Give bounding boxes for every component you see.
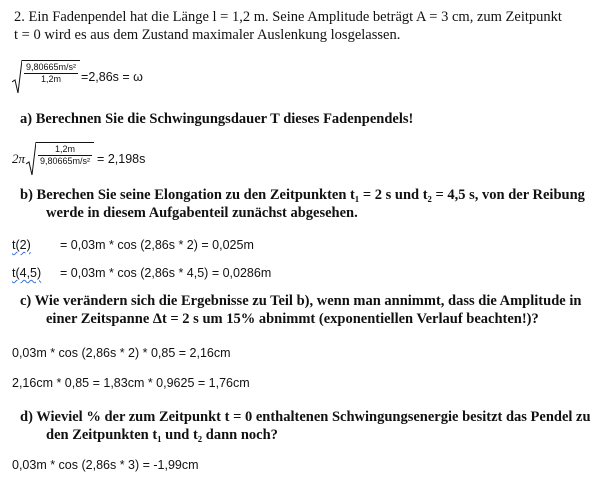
omega-denominator: 1,2m [41,74,62,84]
omega-numerator: 9,80665m/s² [26,62,77,72]
task-line-1: 2. Ein Fadenpendel hat die Länge l = 1,2 m. Seine Amplitude beträgt A = 3 cm, zum Zeitpunkt [14,9,562,25]
sqrt-symbol [12,60,80,94]
period-numerator: 1,2m [55,144,76,154]
question-d-line-2: den Zeitpunkten t₁ und t₂ dann noch? [46,427,278,443]
question-a: a) Berechnen Sie die Schwingungsdauer T dieses Fadenpendels! [20,111,414,127]
question-c-line-2: einer Zeitspanne Δt = 2 s um 15% abnimmt (exponentiellen Verlauf beachten!)? [46,311,539,327]
b-row-2-value: = 0,03m * cos (2,86s * 4,5) = 0,0286m [60,266,272,280]
c-answer-2: 2,16cm * 0,85 = 1,83cm * 0,9625 = 1,76cm [12,376,250,390]
omega-formula [12,60,143,94]
two-pi: 2π [12,151,26,166]
period-denominator: 9,80665m/s² [40,156,91,166]
question-d-line-1: d) Wieviel % der zum Zeitpunkt t = 0 enthaltenen Schwingungsenergie besitzt das Pendel zu [20,409,591,425]
b-row-1-label: t(2) [12,238,31,252]
c-answer-1: 0,03m * cos (2,86s * 2) * 0,85 = 2,16cm [12,346,231,360]
omega-result: =2,86s = ω [81,70,143,84]
question-c-line-1: c) Wie verändern sich die Ergebnisse zu Teil b), wenn man annimmt, dass die Amplitude in [20,293,582,309]
question-b-line-1: b) Berechen Sie seine Elongation zu den Zeitpunkten t₁ = 2 s und t₂ = 4,5 s, von der Reibung [20,187,585,203]
period-result: = 2,198s [97,152,146,166]
task-line-2: t = 0 wird es aus dem Zustand maximaler Auslenkung losgelassen. [14,27,401,43]
question-b-line-2: werde in diesem Aufgabenteil zunächst abgesehen. [46,205,358,221]
b-row-1-value: = 0,03m * cos (2,86s * 2) = 0,025m [60,238,254,252]
d-answer-1: 0,03m * cos (2,86s * 3) = -1,99cm [12,458,199,472]
sqrt-symbol [26,142,94,176]
b-row-2-label: t(4,5) [12,266,42,280]
period-formula [12,142,145,176]
